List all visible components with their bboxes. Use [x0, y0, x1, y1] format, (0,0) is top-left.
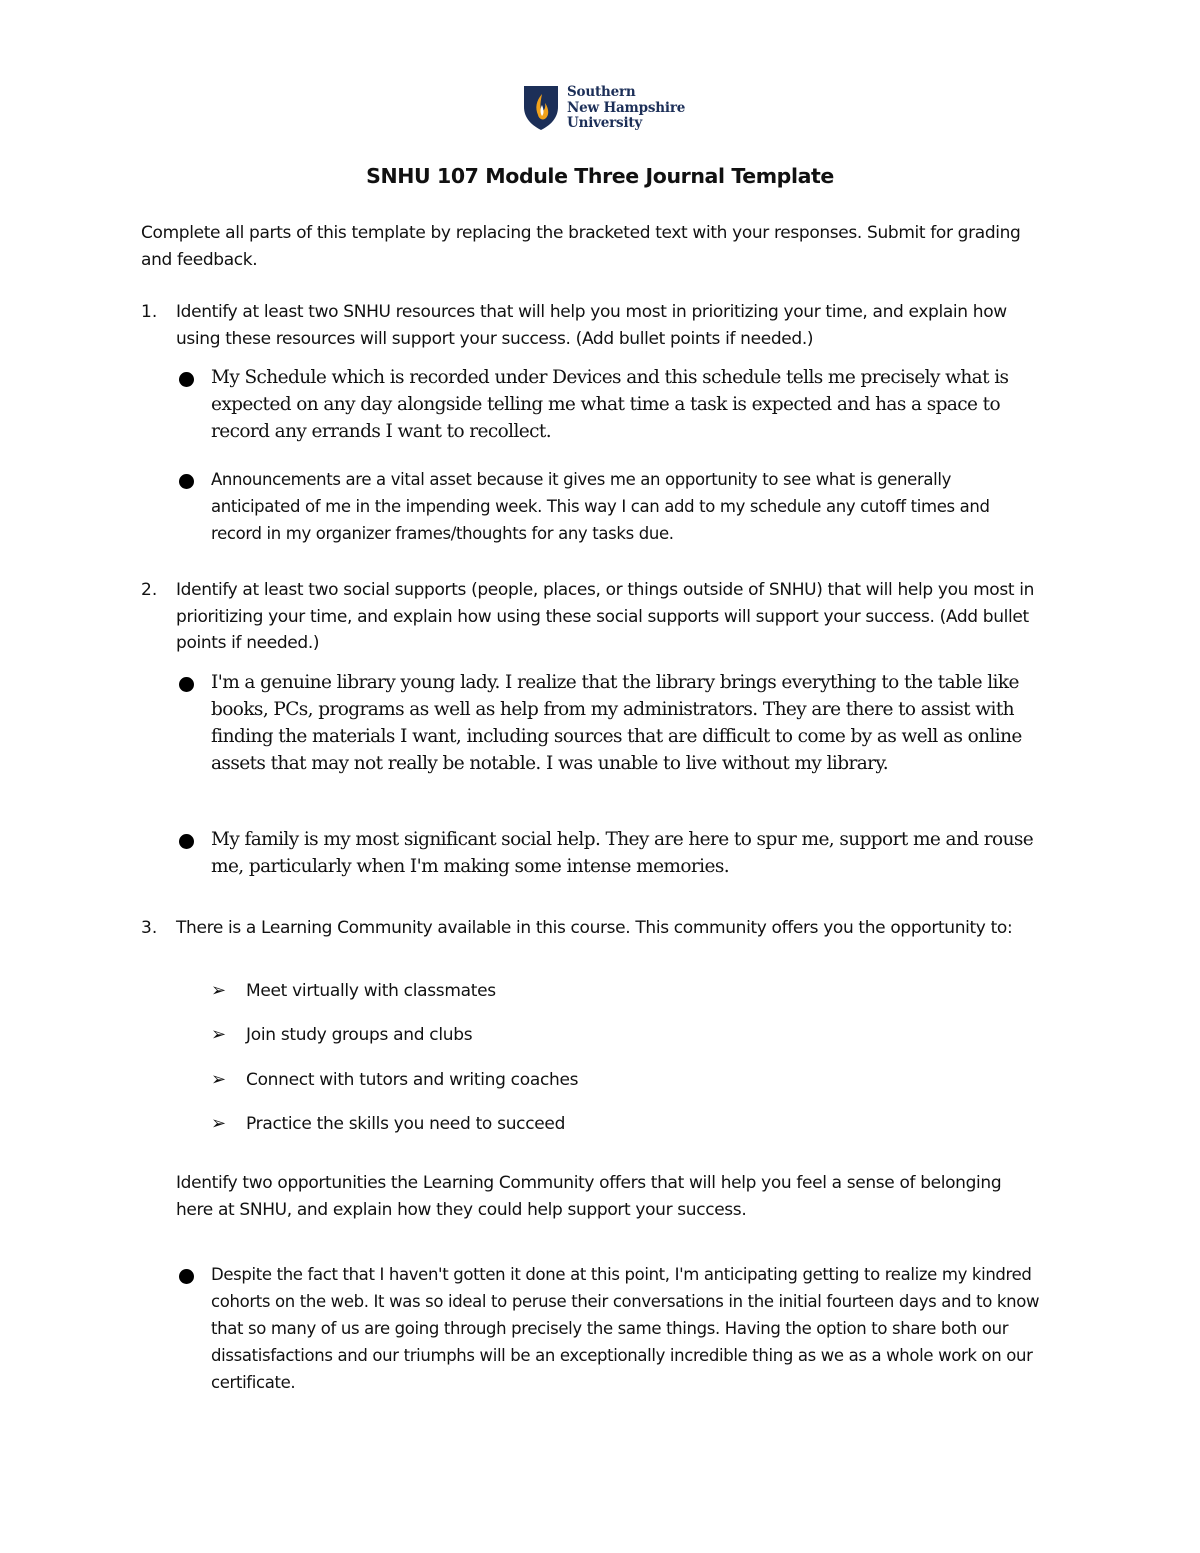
page-title: SNHU 107 Module Three Journal Template [366, 164, 834, 188]
q1-answer-1: My Schedule which is recorded under Devices and this schedule tells me precisely what is expected on any day alongside telling me what time a task is expected and has a space to record any errands I want to recollect. [211, 367, 1009, 442]
bullet-icon [179, 677, 194, 692]
arrowhead-bullet-icon: ➢ [211, 1024, 227, 1045]
question-2-number: 2. [141, 580, 158, 600]
question-2-text: Identify at least two social supports (people, places, or things outside of SNHU) that will help you most in prioritizing your time, and explain how using these social supports will support your success. (Add bullet points if needed.) [176, 580, 1035, 653]
arrowhead-bullet-icon: ➢ [211, 1113, 227, 1134]
bullet-icon [179, 834, 194, 849]
arrowhead-bullet-icon: ➢ [211, 1069, 227, 1090]
logo-line-2: New Hampshire [567, 99, 686, 116]
q2-answer-1: I'm a genuine library young lady. I realize that the library brings everything to the table like books, PCs, programs as well as help from my administrators. They are there to assist with finding the materials I want, including sources that are difficult to come by as well as online assets that may not really be notable. I was unable to live without my library. [211, 672, 1022, 774]
arrowhead-bullet-icon: ➢ [211, 980, 227, 1001]
bullet-icon [179, 372, 194, 387]
logo-line-3: University [567, 115, 643, 131]
opportunity-item: Practice the skills you need to succeed [246, 1114, 566, 1134]
intro-paragraph: Complete all parts of this template by replacing the bracketed text with your responses. Submit for grading and feedback. [141, 223, 1021, 270]
logo-line-1: Southern [567, 84, 636, 100]
university-logo [523, 85, 693, 133]
shield-flame-icon [523, 85, 559, 131]
question-3-prompt: Identify two opportunities the Learning Community offers that will help you feel a sense of belonging here at SNHU, and explain how they could help support your success. [176, 1173, 1002, 1220]
question-3-text: There is a Learning Community available in this course. This community offers you the opportunity to: [176, 918, 1013, 938]
opportunity-item: Meet virtually with classmates [246, 981, 496, 1001]
question-1-text: Identify at least two SNHU resources that will help you most in prioritizing your time, and explain how using these resources will support your success. (Add bullet points if needed.) [176, 302, 1007, 349]
q3-answer-1: Despite the fact that I haven't gotten it done at this point, I'm anticipating getting to realize my kindred cohorts on the web. It was so ideal to peruse their conversations in the initial fourteen days and to know that so many of us are going through precisely the same things. Having the option to share both our dissatisfactions and our triumphs will be an exceptionally incredible thing as we as a whole work on our certificate. [211, 1265, 1040, 1392]
question-1-number: 1. [141, 302, 158, 322]
opportunity-item: Connect with tutors and writing coaches [246, 1070, 579, 1090]
q1-answer-2: Announcements are a vital asset because it gives me an opportunity to see what is generally anticipated of me in the impending week. This way I can add to my schedule any cutoff times and record in my organizer frames/thoughts for any tasks due. [211, 470, 990, 543]
question-3-number: 3. [141, 918, 158, 938]
q2-answer-2: My family is my most significant social help. They are here to spur me, support me and rouse me, particularly when I'm making some intense memories. [211, 829, 1034, 877]
opportunity-item: Join study groups and clubs [246, 1025, 473, 1045]
bullet-icon [179, 474, 194, 489]
logo-wordmark [567, 85, 685, 132]
bullet-icon [179, 1269, 194, 1284]
